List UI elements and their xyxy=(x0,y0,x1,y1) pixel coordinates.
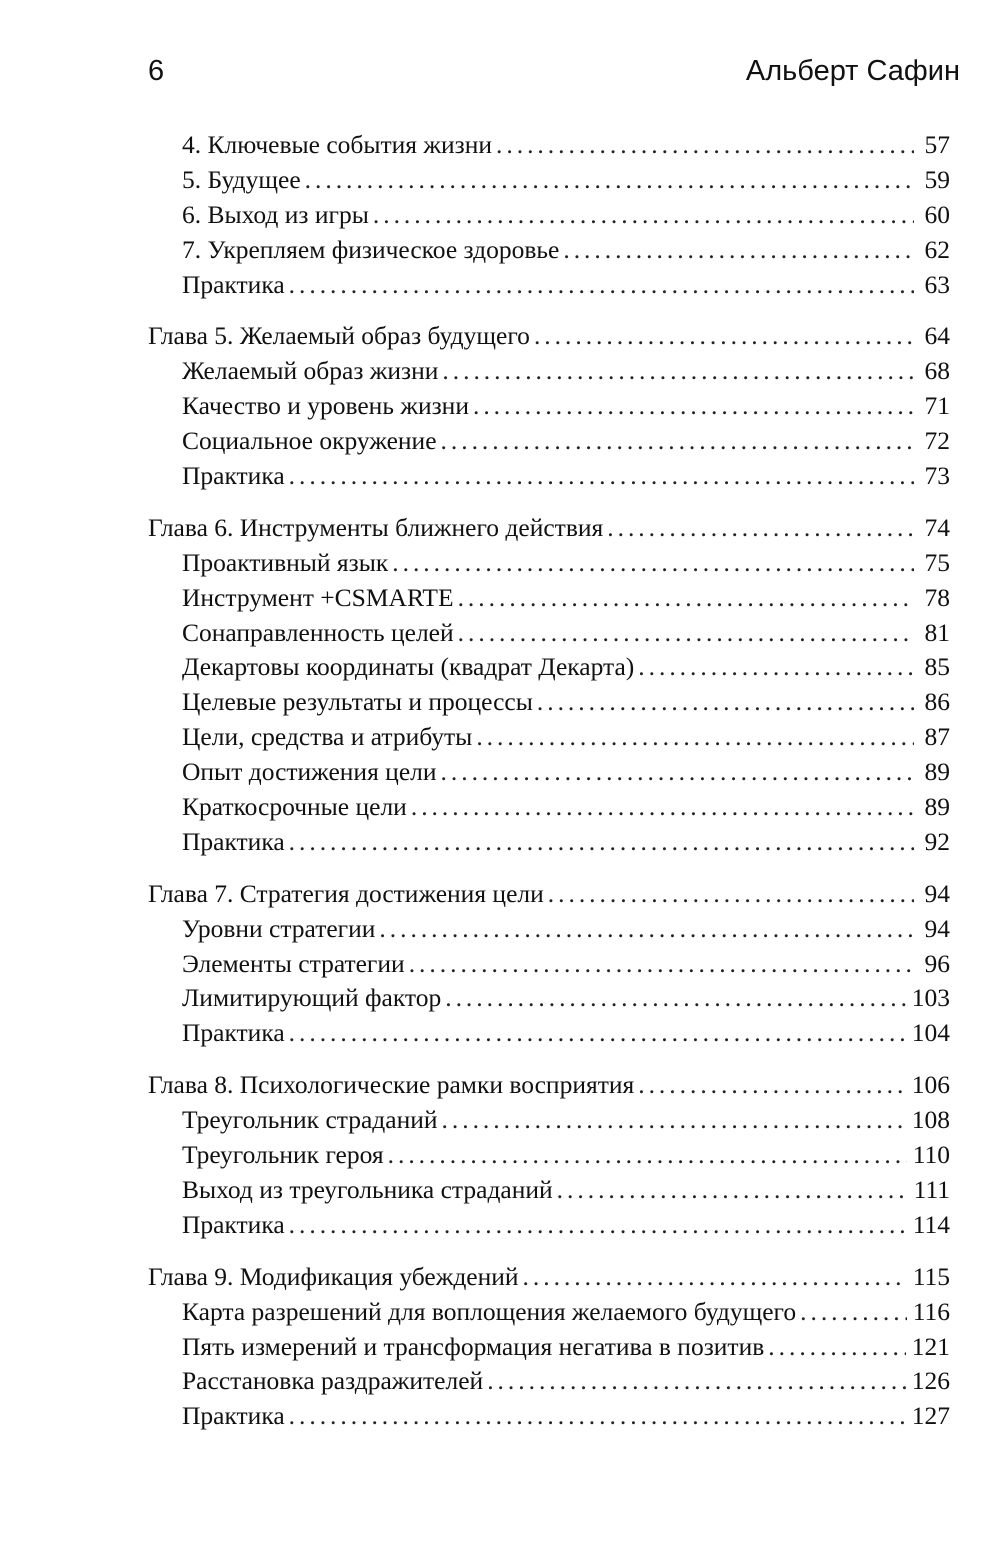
toc-entry xyxy=(148,792,950,827)
dot-leader xyxy=(548,879,914,909)
toc-entry xyxy=(148,914,950,949)
toc-page-number: 89 xyxy=(924,757,950,787)
dot-leader xyxy=(638,1070,906,1100)
toc-page-number: 63 xyxy=(924,269,950,299)
table-of-contents xyxy=(148,130,950,1453)
toc-entry xyxy=(148,391,950,426)
toc-entry-title: Элементы стратегии xyxy=(182,948,405,978)
toc-page-number: 68 xyxy=(924,356,950,386)
toc-page-number: 108 xyxy=(911,1105,950,1135)
toc-entry-title: 5. Будущее xyxy=(182,164,301,194)
toc-section xyxy=(148,130,950,304)
dot-leader xyxy=(487,1366,906,1396)
toc-entry xyxy=(148,1401,950,1436)
chapter-row xyxy=(148,1070,950,1105)
chapter-row xyxy=(148,1262,950,1297)
toc-entry-title: Практика xyxy=(182,1018,285,1048)
dot-leader xyxy=(388,1140,907,1170)
page-header xyxy=(148,55,960,99)
toc-entry xyxy=(148,165,950,200)
toc-entry-title: Опыт достижения цели xyxy=(182,757,437,787)
toc-page-number: 72 xyxy=(924,426,950,456)
toc-entry-title: Практика xyxy=(182,1209,285,1239)
toc-entry-title: Качество и уровень жизни xyxy=(182,391,469,421)
toc-entry-title: Треугольник героя xyxy=(182,1140,384,1170)
toc-page-number: 103 xyxy=(911,983,950,1013)
toc-page-number: 114 xyxy=(912,1209,950,1239)
chapter-title: Глава 6. Инструменты ближнего действия xyxy=(148,512,604,542)
toc-page-number: 111 xyxy=(913,1174,950,1204)
toc-entry xyxy=(148,426,950,461)
toc-entry-title: Пять измерений и трансформация негатива в позитив xyxy=(182,1331,765,1361)
toc-entry-title: 7. Укрепляем физическое здоровье xyxy=(182,234,560,264)
toc-page-number: 110 xyxy=(912,1140,950,1170)
dot-leader xyxy=(473,391,914,421)
toc-entry xyxy=(148,583,950,618)
toc-page-number: 81 xyxy=(924,617,950,647)
toc-entry-title: Декартовы координаты (квадрат Декарта) xyxy=(182,652,635,682)
dot-leader xyxy=(289,1401,906,1431)
dot-leader xyxy=(607,513,914,543)
toc-entry-title: Социальное окружение xyxy=(182,426,437,456)
dot-leader xyxy=(496,130,914,160)
toc-section xyxy=(148,879,950,1053)
toc-entry-title: Уровни стратегии xyxy=(182,913,376,943)
dot-leader xyxy=(534,321,914,351)
toc-entry xyxy=(148,1175,950,1210)
chapter-row xyxy=(148,879,950,914)
dot-leader xyxy=(523,1262,907,1292)
dot-leader xyxy=(442,1105,906,1135)
toc-page-number: 85 xyxy=(924,652,950,682)
toc-entry xyxy=(148,548,950,583)
toc-page-number: 78 xyxy=(924,582,950,612)
toc-entry xyxy=(148,235,950,270)
toc-page-number: 73 xyxy=(924,461,950,491)
toc-page-number: 121 xyxy=(911,1331,950,1361)
dot-leader xyxy=(441,426,914,456)
toc-page-number: 75 xyxy=(924,547,950,577)
toc-entry xyxy=(148,1210,950,1245)
toc-page-number: 60 xyxy=(924,199,950,229)
dot-leader xyxy=(458,583,914,613)
toc-entry-title: Практика xyxy=(182,826,285,856)
chapter-title: Глава 8. Психологические рамки восприятия xyxy=(148,1070,635,1100)
toc-entry xyxy=(148,757,950,792)
dot-leader xyxy=(373,200,914,230)
dot-leader xyxy=(563,235,914,265)
toc-page-number: 126 xyxy=(911,1366,950,1396)
toc-entry-title: Расстановка раздражителей xyxy=(182,1366,484,1396)
toc-page-number: 104 xyxy=(911,1018,950,1048)
dot-leader xyxy=(289,1210,907,1240)
toc-entry xyxy=(148,1332,950,1367)
toc-section xyxy=(148,1262,950,1436)
chapter-row xyxy=(148,321,950,356)
toc-entry xyxy=(148,200,950,235)
page-number: 6 xyxy=(148,55,165,87)
toc-entry-title: Практика xyxy=(182,461,285,491)
toc-page-number: 94 xyxy=(924,913,950,943)
dot-leader xyxy=(379,914,914,944)
toc-section xyxy=(148,321,950,495)
toc-entry-title: Краткосрочные цели xyxy=(182,792,407,822)
toc-page-number: 89 xyxy=(924,792,950,822)
toc-page-number: 74 xyxy=(924,512,950,542)
chapter-title: Глава 9. Модификация убеждений xyxy=(148,1261,519,1291)
dot-leader xyxy=(537,687,914,717)
toc-entry xyxy=(148,722,950,757)
dot-leader xyxy=(800,1297,907,1327)
dot-leader xyxy=(289,461,914,491)
chapter-title: Глава 7. Стратегия достижения цели xyxy=(148,878,544,908)
toc-page-number: 115 xyxy=(912,1261,950,1291)
dot-leader xyxy=(392,548,914,578)
dot-leader xyxy=(458,618,914,648)
toc-entry xyxy=(148,356,950,391)
toc-entry xyxy=(148,1105,950,1140)
toc-entry-title: 4. Ключевые события жизни xyxy=(182,130,493,159)
toc-page-number: 62 xyxy=(924,234,950,264)
toc-entry-title: Целевые результаты и процессы xyxy=(182,687,533,717)
toc-entry xyxy=(148,652,950,687)
dot-leader xyxy=(768,1332,905,1362)
toc-entry xyxy=(148,949,950,984)
toc-entry xyxy=(148,270,950,305)
dot-leader xyxy=(409,949,914,979)
toc-entry xyxy=(148,1366,950,1401)
toc-section xyxy=(148,1070,950,1244)
dot-leader xyxy=(557,1175,908,1205)
dot-leader xyxy=(411,792,914,822)
toc-entry xyxy=(148,618,950,653)
toc-entry xyxy=(148,827,950,862)
toc-entry-title: Желаемый образ жизни xyxy=(182,356,439,386)
toc-entry xyxy=(148,1297,950,1332)
toc-page-number: 59 xyxy=(924,164,950,194)
dot-leader xyxy=(289,1018,906,1048)
dot-leader xyxy=(638,652,914,682)
dot-leader xyxy=(305,165,914,195)
toc-page-number: 71 xyxy=(924,391,950,421)
toc-page-number: 57 xyxy=(924,130,950,159)
dot-leader xyxy=(442,356,914,386)
toc-entry xyxy=(148,1018,950,1053)
toc-page-number: 92 xyxy=(924,826,950,856)
toc-page-number: 116 xyxy=(912,1296,950,1326)
toc-page-number: 127 xyxy=(911,1401,950,1431)
toc-entry-title: Треугольник страданий xyxy=(182,1105,438,1135)
toc-entry xyxy=(148,983,950,1018)
toc-entry-title: Практика xyxy=(182,269,285,299)
toc-page-number: 106 xyxy=(911,1070,950,1100)
toc-entry-title: Выход из треугольника страданий xyxy=(182,1174,553,1204)
toc-entry-title: Практика xyxy=(182,1401,285,1431)
toc-entry-title: Инструмент +CSMARTE xyxy=(182,582,454,612)
toc-entry xyxy=(148,130,950,165)
toc-entry-title: 6. Выход из игры xyxy=(182,199,369,229)
toc-section xyxy=(148,513,950,862)
toc-entry-title: Проактивный язык xyxy=(182,547,389,577)
dot-leader xyxy=(289,827,914,857)
toc-entry xyxy=(148,461,950,496)
dot-leader xyxy=(445,983,906,1013)
toc-page-number: 87 xyxy=(924,722,950,752)
dot-leader xyxy=(289,270,914,300)
toc-entry xyxy=(148,1140,950,1175)
toc-page-number: 96 xyxy=(924,948,950,978)
toc-page-number: 64 xyxy=(924,321,950,351)
running-title: Альберт Сафин xyxy=(745,55,960,87)
toc-page-number: 94 xyxy=(924,878,950,908)
toc-page-number: 86 xyxy=(924,687,950,717)
toc-entry-title: Цели, средства и атрибуты xyxy=(182,722,473,752)
toc-entry-title: Лимитирующий фактор xyxy=(182,983,442,1013)
chapter-row xyxy=(148,513,950,548)
chapter-title: Глава 5. Желаемый образ будущего xyxy=(148,321,530,351)
toc-entry xyxy=(148,687,950,722)
toc-entry-title: Сонаправленность целей xyxy=(182,617,454,647)
toc-entry-title: Карта разрешений для воплощения желаемого будущего xyxy=(182,1296,797,1326)
dot-leader xyxy=(441,757,914,787)
dot-leader xyxy=(476,722,914,752)
